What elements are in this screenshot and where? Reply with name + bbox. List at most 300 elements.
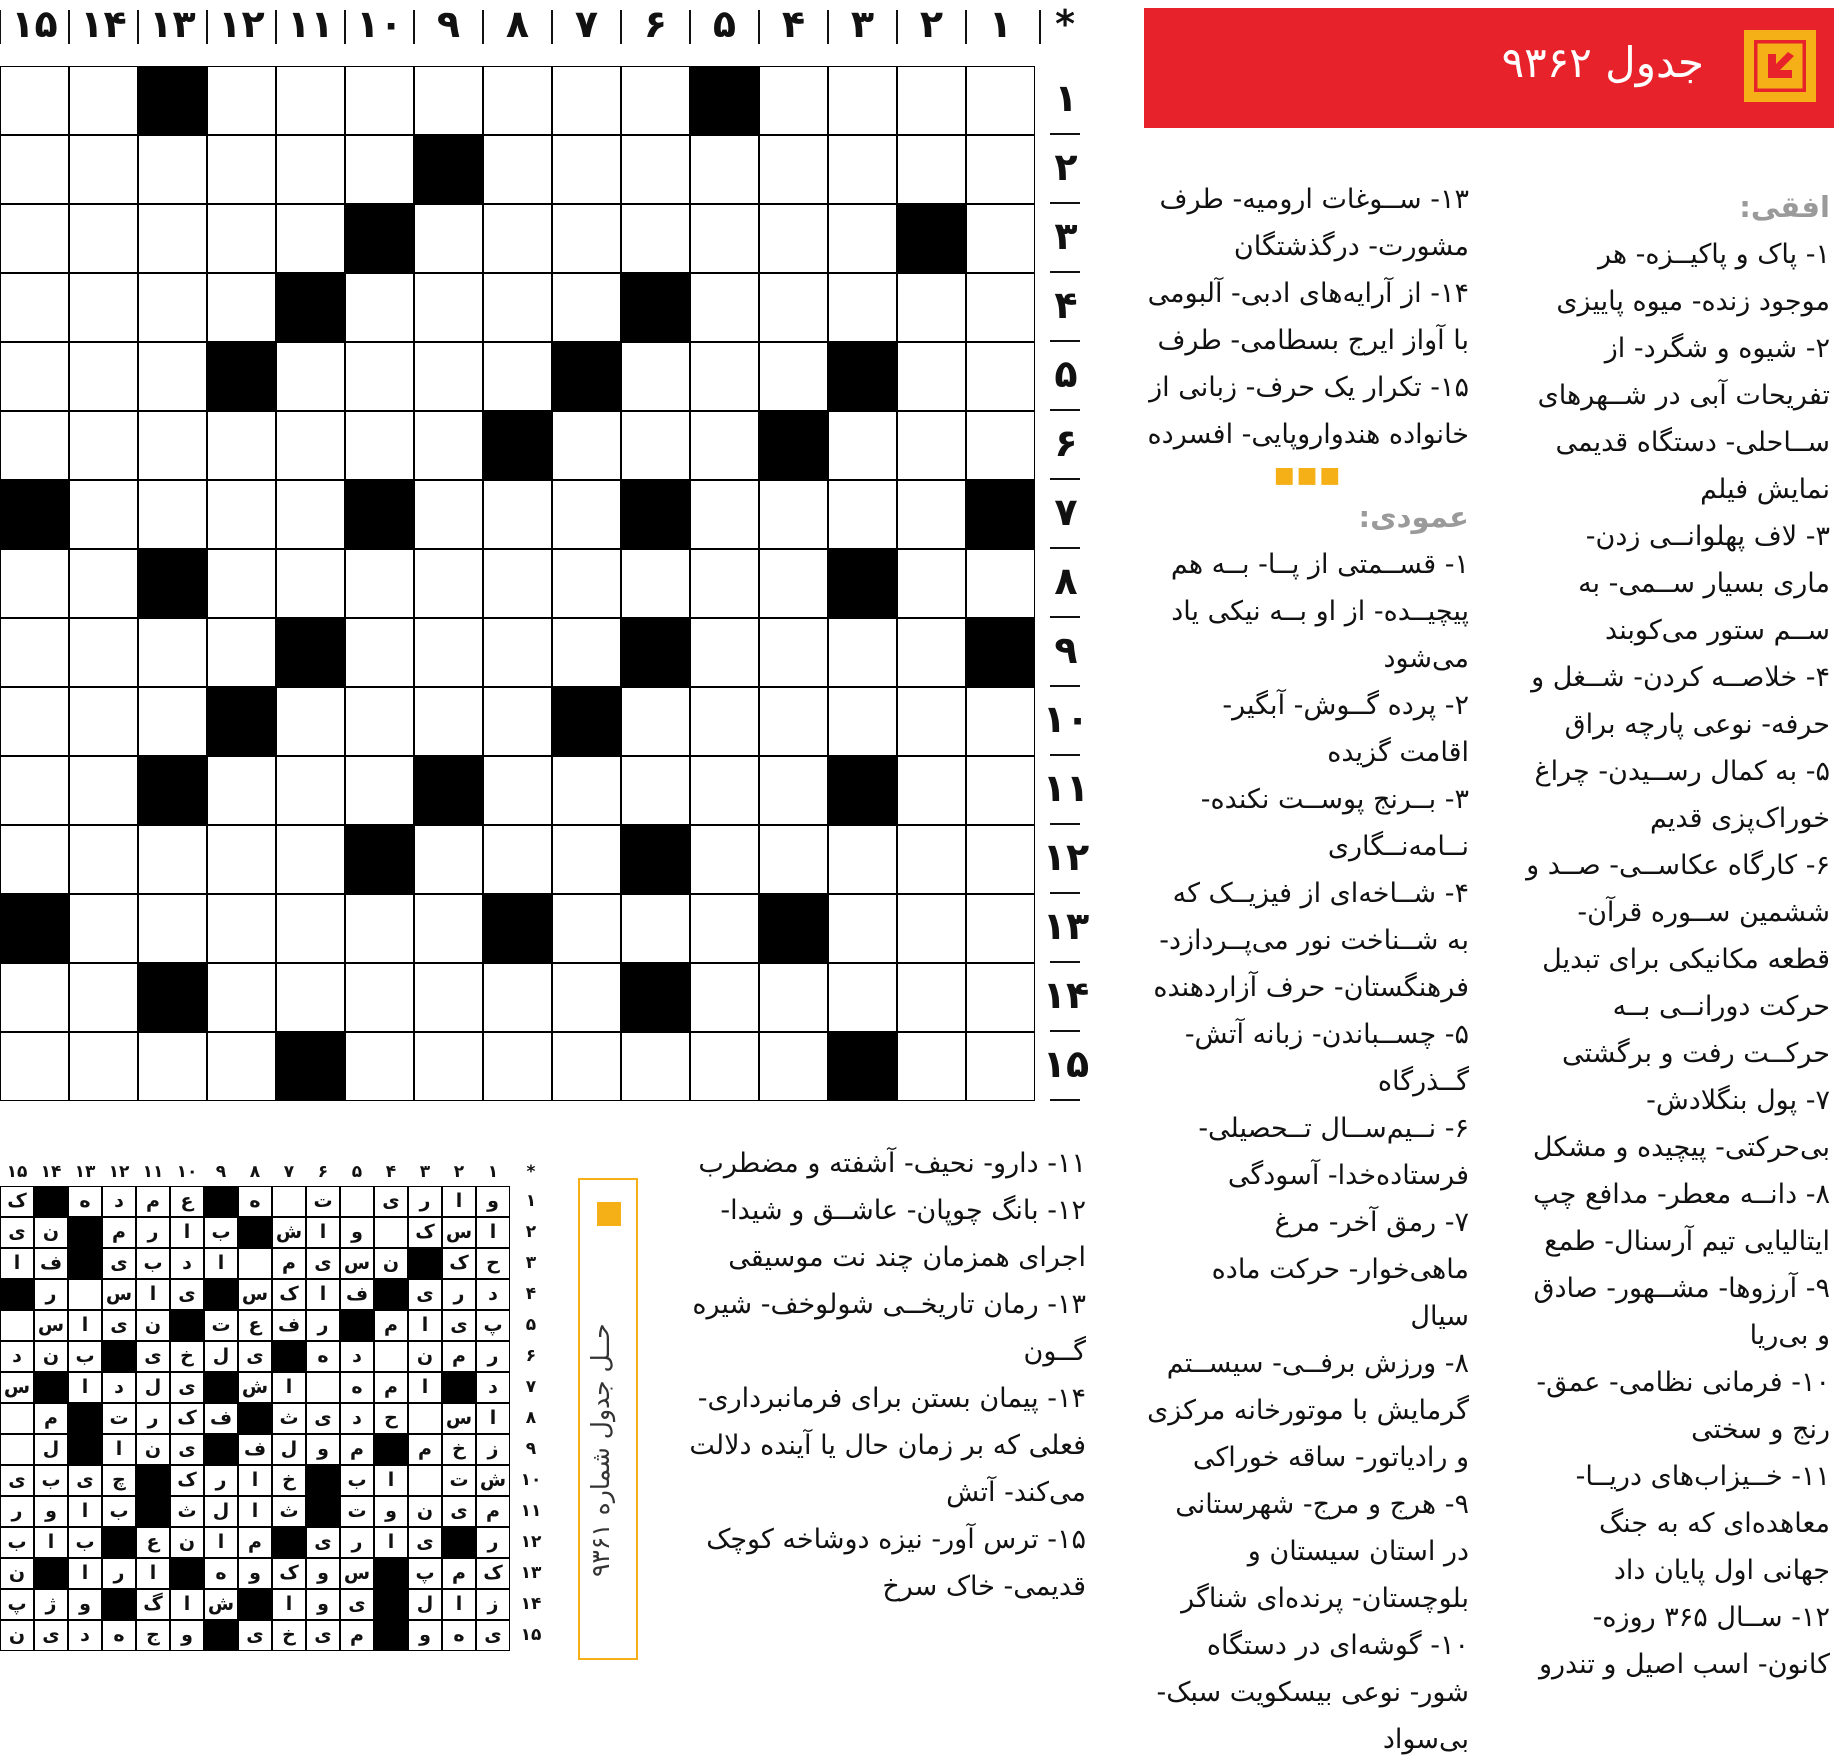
grid-cell[interactable] (690, 756, 759, 825)
grid-cell[interactable] (828, 480, 897, 549)
solution-black-cell (34, 1558, 68, 1589)
solution-cell: ا (408, 1372, 442, 1403)
grid-cell[interactable] (69, 1032, 138, 1101)
solution-cell: ب (34, 1465, 68, 1496)
grid-cell[interactable] (69, 963, 138, 1032)
down-clue: ۳- بــرنج پوســت نکنده- نــامه‌نــگاری (1200, 784, 1469, 862)
solution-cell: ت (442, 1465, 476, 1496)
grid-cell[interactable] (690, 894, 759, 963)
clues-column-middle (1147, 176, 1469, 1763)
solution-cell: ک (272, 1279, 306, 1310)
grid-cell[interactable] (138, 342, 207, 411)
grid-cell[interactable] (207, 618, 276, 687)
solution-cell: و (34, 1496, 68, 1527)
solution-black-cell (408, 1248, 442, 1279)
solution-cell: ی (170, 1434, 204, 1465)
solution-column-number: ۱۵ (6, 1162, 28, 1182)
column-separator (0, 10, 1, 44)
grid-cell[interactable] (483, 204, 552, 273)
grid-cell[interactable] (966, 549, 1035, 618)
across-clue: ۱۳- ســوغات ارومیه- طرف مشورت- درگذشتگان (1159, 184, 1469, 262)
solution-cell: ا (170, 1217, 204, 1248)
solution-cell: ا (476, 1217, 510, 1248)
grid-cell[interactable] (828, 687, 897, 756)
grid-cell[interactable] (483, 342, 552, 411)
grid-cell[interactable] (759, 963, 828, 1032)
grid-cell[interactable] (897, 273, 966, 342)
solution-cell: ن (34, 1341, 68, 1372)
grid-cell[interactable] (69, 342, 138, 411)
solution-cell: ن (170, 1527, 204, 1558)
solution-cell: ا (170, 1589, 204, 1620)
grid-cell[interactable] (552, 894, 621, 963)
row-number: ۱ (1054, 76, 1078, 120)
grid-cell[interactable] (414, 273, 483, 342)
grid-cell[interactable] (552, 618, 621, 687)
grid-cell[interactable] (207, 204, 276, 273)
grid-cell[interactable] (483, 480, 552, 549)
grid-cell[interactable] (828, 963, 897, 1032)
grid-cell[interactable] (690, 825, 759, 894)
solution-cell: ی (68, 1465, 102, 1496)
solution-cell: ا (306, 1217, 340, 1248)
grid-cell[interactable] (690, 135, 759, 204)
black-cell (414, 135, 483, 204)
grid-cell[interactable] (345, 135, 414, 204)
solution-cell: و (170, 1620, 204, 1651)
grid-cell[interactable] (69, 135, 138, 204)
grid-cell[interactable] (759, 825, 828, 894)
solution-row-number: ۱۲ (520, 1532, 542, 1552)
grid-cell[interactable] (966, 756, 1035, 825)
black-cell (966, 618, 1035, 687)
column-separator (1039, 10, 1041, 44)
solution-cell: ا (442, 1589, 476, 1620)
crossword-grid[interactable] (0, 66, 1035, 1101)
grid-cell[interactable] (138, 480, 207, 549)
grid-cell[interactable] (621, 411, 690, 480)
black-cell (414, 756, 483, 825)
grid-cell[interactable] (621, 342, 690, 411)
grid-cell[interactable] (483, 135, 552, 204)
grid-cell[interactable] (207, 480, 276, 549)
grid-cell[interactable] (897, 687, 966, 756)
grid-cell[interactable] (138, 204, 207, 273)
solution-row-number: ۱۰ (520, 1470, 542, 1490)
across-clue: ۶- کارگاه عکاســی- صــد و ششمین ســوره قرآن- قطعه مکانیکی برای تبدیل حرکت دورانــی بــه حرکــت رفت و برگشتی (1526, 850, 1830, 1069)
grid-cell[interactable] (138, 135, 207, 204)
grid-cell[interactable] (690, 963, 759, 1032)
grid-cell[interactable] (0, 963, 69, 1032)
grid-cell[interactable] (207, 273, 276, 342)
grid-cell[interactable] (966, 66, 1035, 135)
grid-cell[interactable] (897, 825, 966, 894)
solution-cell: ا (476, 1403, 510, 1434)
solution-cell: ی (374, 1186, 408, 1217)
grid-cell[interactable] (897, 963, 966, 1032)
solution-cell: د (68, 1620, 102, 1651)
grid-cell[interactable] (690, 480, 759, 549)
grid-cell[interactable] (414, 963, 483, 1032)
solution-column-number: ۱۲ (108, 1162, 130, 1182)
grid-cell[interactable] (0, 204, 69, 273)
grid-cell[interactable] (552, 135, 621, 204)
grid-cell[interactable] (414, 894, 483, 963)
solution-cell: ل (408, 1589, 442, 1620)
grid-cell[interactable] (759, 135, 828, 204)
grid-cell[interactable] (345, 273, 414, 342)
down-clue: ۲- پرده گــوش- آبگیر- اقامت گزیده (1222, 690, 1469, 768)
grid-cell[interactable] (483, 687, 552, 756)
grid-cell[interactable] (828, 825, 897, 894)
grid-cell[interactable] (690, 687, 759, 756)
grid-cell[interactable] (690, 411, 759, 480)
grid-cell[interactable] (828, 135, 897, 204)
grid-cell[interactable] (414, 480, 483, 549)
solution-cell: ه (238, 1186, 272, 1217)
grid-cell[interactable] (966, 894, 1035, 963)
grid-cell[interactable] (759, 549, 828, 618)
grid-cell[interactable] (552, 204, 621, 273)
grid-cell[interactable] (345, 411, 414, 480)
grid-cell[interactable] (207, 135, 276, 204)
grid-cell[interactable] (69, 480, 138, 549)
grid-cell[interactable] (483, 273, 552, 342)
solution-cell: گ (136, 1589, 170, 1620)
grid-cell[interactable] (621, 66, 690, 135)
grid-cell[interactable] (69, 549, 138, 618)
black-cell (276, 618, 345, 687)
down-clue: ۱۲- بانگ چوپان- عاشــق و شیدا- اجرای همزمان چند نت موسیقی (720, 1195, 1086, 1273)
grid-cell[interactable] (207, 1032, 276, 1101)
grid-cell[interactable] (897, 342, 966, 411)
grid-cell[interactable] (414, 342, 483, 411)
grid-cell[interactable] (276, 135, 345, 204)
grid-row-numbers (1040, 66, 1092, 1101)
grid-cell[interactable] (966, 1032, 1035, 1101)
grid-cell[interactable] (276, 204, 345, 273)
puzzle-header-banner (1144, 8, 1834, 128)
grid-cell[interactable] (345, 342, 414, 411)
across-clue: ۱- پاک و پاکیــزه- هر موجود زنده- میوه پاییزی (1556, 239, 1830, 317)
solution-column-number: ۷ (283, 1162, 295, 1182)
grid-cell[interactable] (0, 342, 69, 411)
solution-cell: ر (476, 1341, 510, 1372)
grid-cell[interactable] (0, 549, 69, 618)
grid-cell[interactable] (276, 342, 345, 411)
grid-cell[interactable] (138, 825, 207, 894)
grid-cell[interactable] (414, 687, 483, 756)
column-separator (551, 10, 553, 44)
grid-cell[interactable] (759, 756, 828, 825)
grid-cell[interactable] (69, 894, 138, 963)
solution-cell: ا (374, 1527, 408, 1558)
grid-cell[interactable] (138, 273, 207, 342)
grid-cell[interactable] (897, 135, 966, 204)
grid-cell[interactable] (966, 135, 1035, 204)
grid-cell[interactable] (138, 1032, 207, 1101)
grid-cell[interactable] (897, 1032, 966, 1101)
grid-cell[interactable] (69, 825, 138, 894)
solution-cell: ی (102, 1248, 136, 1279)
grid-cell[interactable] (414, 411, 483, 480)
solution-cell: ث (272, 1496, 306, 1527)
down-clue: ۹- هرج و مرج- شهرستانی در استان سیستان و بلوچستان- پرنده‌ای شناگر (1175, 1489, 1469, 1614)
grid-cell[interactable] (276, 549, 345, 618)
grid-cell[interactable] (759, 687, 828, 756)
grid-cell[interactable] (828, 66, 897, 135)
grid-cell[interactable] (207, 894, 276, 963)
grid-cell[interactable] (621, 687, 690, 756)
grid-cell[interactable] (276, 687, 345, 756)
solution-cell: ر (340, 1527, 374, 1558)
solution-cell: م (476, 1496, 510, 1527)
solution-cell: ا (442, 1186, 476, 1217)
solution-black-cell (340, 1310, 374, 1341)
grid-cell[interactable] (276, 963, 345, 1032)
grid-cell[interactable] (966, 687, 1035, 756)
solution-cell: م (34, 1403, 68, 1434)
solution-black-cell (136, 1496, 170, 1527)
grid-cell[interactable] (759, 1032, 828, 1101)
solution-cell: و (340, 1217, 374, 1248)
grid-cell[interactable] (483, 825, 552, 894)
grid-cell[interactable] (0, 687, 69, 756)
solution-column-number: ۱۴ (40, 1162, 62, 1182)
grid-cell[interactable] (828, 894, 897, 963)
grid-cell[interactable] (414, 66, 483, 135)
solution-cell: ل (136, 1372, 170, 1403)
grid-cell[interactable] (345, 66, 414, 135)
solution-cell (408, 1465, 442, 1496)
row-separator (1050, 1030, 1080, 1032)
row-number: ۹ (1054, 628, 1078, 672)
grid-cell[interactable] (0, 825, 69, 894)
solution-cell: د (170, 1248, 204, 1279)
row-separator (1050, 685, 1080, 687)
grid-cell[interactable] (897, 66, 966, 135)
grid-cell[interactable] (0, 411, 69, 480)
grid-cell[interactable] (69, 618, 138, 687)
solution-black-cell (34, 1372, 68, 1403)
grid-cell[interactable] (276, 825, 345, 894)
solution-cell: ا (204, 1527, 238, 1558)
grid-cell[interactable] (414, 204, 483, 273)
solution-cell: چ (102, 1465, 136, 1496)
grid-cell[interactable] (552, 825, 621, 894)
grid-cell[interactable] (207, 825, 276, 894)
grid-cell[interactable] (345, 756, 414, 825)
grid-cell[interactable] (276, 66, 345, 135)
solution-cell: و (306, 1589, 340, 1620)
solution-cell: ک (272, 1558, 306, 1589)
grid-cell[interactable] (138, 618, 207, 687)
grid-cell[interactable] (414, 618, 483, 687)
grid-cell[interactable] (483, 618, 552, 687)
grid-cell[interactable] (966, 963, 1035, 1032)
grid-cell[interactable] (759, 204, 828, 273)
grid-cell[interactable] (276, 480, 345, 549)
solution-cell: ی (408, 1527, 442, 1558)
grid-cell[interactable] (0, 273, 69, 342)
grid-cell[interactable] (138, 687, 207, 756)
solution-row-number: ۷ (525, 1377, 537, 1397)
black-cell (621, 618, 690, 687)
grid-cell[interactable] (897, 618, 966, 687)
solution-black-cell (238, 1589, 272, 1620)
grid-cell[interactable] (552, 480, 621, 549)
solution-row-number: ۲ (525, 1222, 537, 1242)
solution-cell: ل (204, 1496, 238, 1527)
solution-cell: س (340, 1248, 374, 1279)
grid-cell[interactable] (828, 618, 897, 687)
down-clue: ۱۴- پیمان بستن برای فرمانبرداری- فعلی که بر زمان حال یا آینده دلالت می‌کند- آتش (689, 1383, 1086, 1508)
row-separator (1050, 1099, 1080, 1101)
grid-cell[interactable] (483, 66, 552, 135)
solution-cell: ه (306, 1341, 340, 1372)
grid-cell[interactable] (621, 1032, 690, 1101)
grid-cell[interactable] (966, 273, 1035, 342)
grid-cell[interactable] (552, 273, 621, 342)
grid-cell[interactable] (345, 894, 414, 963)
solution-cell: و (238, 1558, 272, 1589)
solution-cell: ی (306, 1527, 340, 1558)
black-cell (759, 894, 828, 963)
grid-cell[interactable] (207, 549, 276, 618)
grid-cell[interactable] (0, 135, 69, 204)
row-number: ۱۵ (1042, 1042, 1090, 1086)
grid-cell[interactable] (759, 66, 828, 135)
column-separator (827, 10, 829, 44)
grid-cell[interactable] (0, 66, 69, 135)
grid-cell[interactable] (483, 963, 552, 1032)
grid-cell[interactable] (621, 135, 690, 204)
grid-cell[interactable] (69, 687, 138, 756)
grid-cell[interactable] (69, 204, 138, 273)
grid-cell[interactable] (414, 549, 483, 618)
grid-cell[interactable] (138, 894, 207, 963)
solution-cell: ر (34, 1279, 68, 1310)
grid-cell[interactable] (690, 618, 759, 687)
grid-cell[interactable] (690, 549, 759, 618)
grid-cell[interactable] (69, 411, 138, 480)
grid-cell[interactable] (828, 204, 897, 273)
grid-cell[interactable] (207, 756, 276, 825)
grid-cell[interactable] (207, 411, 276, 480)
solution-black-cell (238, 1217, 272, 1248)
grid-cell[interactable] (0, 756, 69, 825)
grid-cell[interactable] (552, 756, 621, 825)
grid-cell[interactable] (966, 342, 1035, 411)
black-cell (0, 894, 69, 963)
grid-cell[interactable] (0, 618, 69, 687)
grid-cell[interactable] (621, 894, 690, 963)
grid-cell[interactable] (621, 549, 690, 618)
grid-cell[interactable] (276, 894, 345, 963)
grid-cell[interactable] (966, 411, 1035, 480)
grid-cell[interactable] (345, 687, 414, 756)
grid-cell[interactable] (621, 756, 690, 825)
grid-cell[interactable] (690, 273, 759, 342)
solution-cell: ی (408, 1279, 442, 1310)
column-separator (689, 10, 691, 44)
grid-cell[interactable] (345, 1032, 414, 1101)
grid-cell[interactable] (483, 1032, 552, 1101)
grid-cell[interactable] (483, 549, 552, 618)
grid-cell[interactable] (621, 204, 690, 273)
grid-cell[interactable] (897, 756, 966, 825)
grid-cell[interactable] (552, 66, 621, 135)
solution-column-number: ۸ (249, 1162, 261, 1182)
solution-black-cell (68, 1434, 102, 1465)
grid-cell[interactable] (552, 549, 621, 618)
grid-cell[interactable] (690, 1032, 759, 1101)
grid-cell[interactable] (0, 1032, 69, 1101)
grid-cell[interactable] (759, 618, 828, 687)
grid-cell[interactable] (69, 273, 138, 342)
grid-cell[interactable] (345, 618, 414, 687)
black-cell (759, 411, 828, 480)
solution-black-cell (170, 1310, 204, 1341)
solution-cell: ن (136, 1310, 170, 1341)
grid-cell[interactable] (207, 66, 276, 135)
grid-cell[interactable] (483, 756, 552, 825)
grid-cell[interactable] (69, 756, 138, 825)
grid-cell[interactable] (897, 549, 966, 618)
clues-column-bottom (686, 1140, 1086, 1610)
black-cell (621, 825, 690, 894)
across-clue: ۸- دانــه معطر- مدافع چپ ایتالیایی تیم آرسنال- طمع (1533, 1179, 1830, 1257)
grid-cell[interactable] (276, 411, 345, 480)
grid-column-numbers (0, 0, 1096, 52)
grid-cell[interactable] (828, 411, 897, 480)
solution-cell: ن (0, 1620, 34, 1651)
grid-cell[interactable] (69, 66, 138, 135)
grid-cell[interactable] (345, 963, 414, 1032)
grid-cell[interactable] (690, 342, 759, 411)
grid-cell[interactable] (759, 342, 828, 411)
grid-cell[interactable] (759, 273, 828, 342)
solution-black-cell (374, 1558, 408, 1589)
grid-cell[interactable] (276, 756, 345, 825)
row-number: ۵ (1054, 352, 1078, 396)
grid-cell[interactable] (414, 1032, 483, 1101)
grid-cell[interactable] (552, 963, 621, 1032)
grid-cell[interactable] (552, 411, 621, 480)
grid-cell[interactable] (966, 825, 1035, 894)
grid-cell[interactable] (207, 963, 276, 1032)
grid-cell[interactable] (414, 825, 483, 894)
grid-cell[interactable] (690, 204, 759, 273)
grid-cell[interactable] (552, 1032, 621, 1101)
solution-black-cell (306, 1465, 340, 1496)
solution-cell: ی (476, 1620, 510, 1651)
grid-cell[interactable] (897, 894, 966, 963)
grid-cell[interactable] (828, 273, 897, 342)
solution-column-number: ۱۱ (142, 1162, 164, 1182)
clue-separator: ■■■ (1273, 463, 1343, 488)
grid-cell[interactable] (966, 204, 1035, 273)
grid-cell[interactable] (897, 480, 966, 549)
solution-cell: ا (272, 1372, 306, 1403)
grid-cell[interactable] (759, 480, 828, 549)
row-number: ۱۳ (1042, 904, 1090, 948)
grid-cell[interactable] (897, 411, 966, 480)
grid-cell[interactable] (345, 549, 414, 618)
grid-cell[interactable] (138, 411, 207, 480)
clues-column-right (1525, 184, 1830, 1688)
down-clue: ۷- رمق آخر- مرغ ماهی‌خوار- حرکت ماده سیال (1211, 1207, 1469, 1332)
